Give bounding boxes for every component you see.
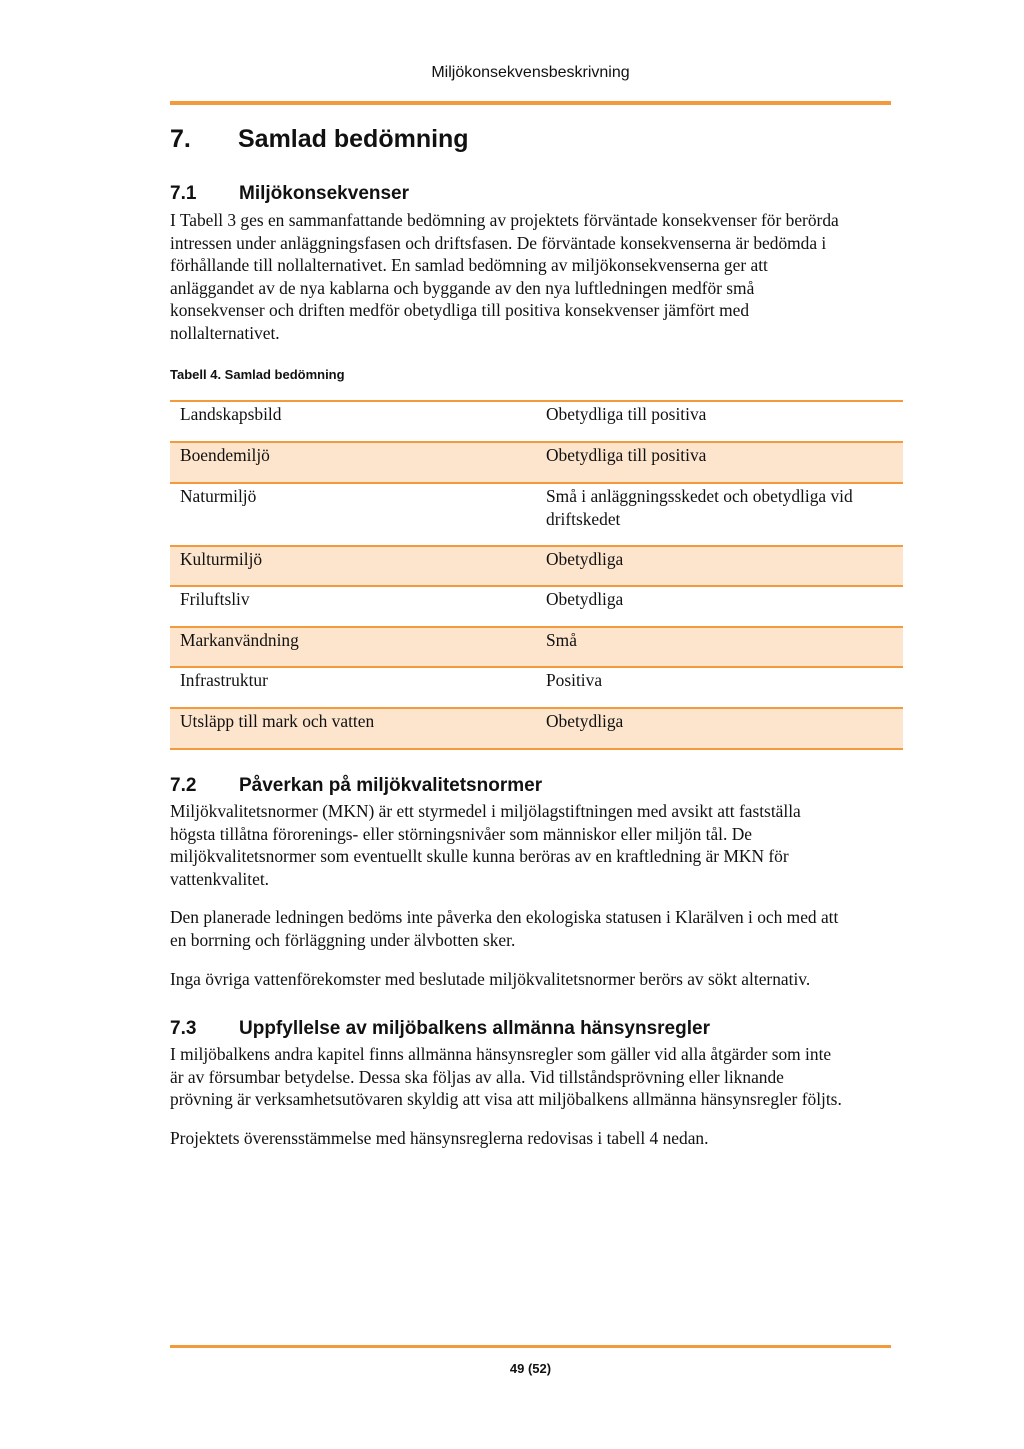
text-line: nollalternativet. [170, 322, 280, 343]
aspect-cell: Friluftsliv [180, 589, 250, 609]
section-heading-7-3 [170, 1018, 710, 1040]
text-line: högsta tillåtna förorenings- eller störningsnivåer som människor eller miljön tål. De [170, 823, 752, 844]
assessment-cell: Positiva [546, 670, 603, 690]
table-row [170, 484, 903, 547]
section-heading-7-1 [170, 183, 409, 205]
header-rule [170, 101, 891, 105]
table-caption: Tabell 4. Samlad bedömning [170, 367, 345, 382]
text-line: Inga övriga vattenförekomster med beslutade miljökvalitetsnormer berörs av sökt alternativ. [170, 969, 811, 989]
aspect-cell: Markanvändning [180, 630, 299, 650]
assessment-cell: Obetydliga [546, 711, 624, 731]
aspect-cell: Landskapsbild [180, 404, 282, 424]
table-row [170, 402, 903, 443]
section-title: Miljökonsekvenser [239, 183, 410, 204]
assessment-table [170, 400, 903, 750]
assessment-cell: Obetydliga till positiva [546, 404, 707, 424]
text-line: intressen under anläggningsfasen och driftsfasen. De förväntade konsekvenserna är bedömda i [170, 232, 827, 253]
page-number: 49 (52) [509, 1361, 552, 1376]
table-row [170, 668, 903, 709]
paragraph-7-2-c [170, 968, 905, 991]
text-line: Miljökvalitetsnormer (MKN) är ett styrmedel i miljölagstiftningen med avsikt att fastställa [170, 801, 801, 821]
text-line: vattenkvalitet. [170, 868, 269, 889]
text-line: I Tabell 3 ges en sammanfattande bedömning av projektets förväntade konsekvenser för berörda [170, 210, 839, 230]
assessment-cell: Obetydliga till positiva [546, 445, 707, 465]
assessment-cell: Obetydliga [546, 549, 624, 569]
table-row [170, 547, 903, 587]
assessment-cell: Obetydliga [546, 589, 624, 609]
footer-rule [170, 1345, 891, 1348]
text-line: är av försumbar betydelse. Dessa ska följas av alla. Vid tillståndsprövning eller liknande [170, 1066, 784, 1087]
text-line: förhållande till nollalternativet. En samlad bedömning av miljökonsekvenserna ger att [170, 255, 768, 275]
chapter-heading [170, 125, 469, 154]
aspect-cell: Infrastruktur [180, 670, 268, 690]
paragraph-7-2-b [170, 906, 905, 951]
running-header: Miljökonsekvensbeskrivning [431, 64, 630, 81]
assessment-cell [536, 484, 903, 545]
text-line: anläggandet av de nya kablarna och byggande av den nya luftledningen medför små [170, 277, 755, 298]
paragraph-7-3-b [170, 1127, 905, 1150]
text-line: I miljöbalkens andra kapitel finns allmänna hänsynsregler som gäller vid alla åtgärder som inte [170, 1044, 832, 1064]
assessment-line: Små i anläggningsskedet och obetydliga vid [546, 486, 853, 506]
table-row [170, 709, 903, 750]
section-number: 7.3 [170, 1018, 197, 1039]
text-line: en borrning och förläggning under älvbotten sker. [170, 929, 516, 950]
section-number: 7.2 [170, 775, 197, 796]
assessment-line: driftskedet [546, 508, 621, 529]
paragraph-7-3-a [170, 1043, 905, 1111]
aspect-cell: Utsläpp till mark och vatten [180, 711, 375, 731]
aspect-cell: Boendemiljö [180, 445, 270, 465]
table-row [170, 443, 903, 484]
chapter-title: Samlad bedömning [238, 125, 469, 153]
assessment-cell: Små [546, 630, 577, 650]
section-heading-7-2 [170, 775, 542, 797]
paragraph-7-1 [170, 209, 905, 344]
section-title: Uppfyllelse av miljöbalkens allmänna hänsynsregler [239, 1018, 710, 1039]
table-row [170, 628, 903, 668]
aspect-cell: Naturmiljö [180, 486, 257, 506]
aspect-cell: Kulturmiljö [180, 549, 263, 569]
chapter-number: 7. [170, 125, 191, 153]
text-line: Den planerade ledningen bedöms inte påverka den ekologiska statusen i Klarälven i och med att [170, 907, 839, 927]
section-title: Påverkan på miljökvalitetsnormer [239, 775, 543, 796]
section-number: 7.1 [170, 183, 197, 204]
table-row [170, 587, 903, 628]
text-line: miljökvalitetsnormer som eventuellt skulle kunna beröras av en kraftledning är MKN för [170, 846, 789, 866]
text-line: konsekvenser och driften medför obetydliga till positiva konsekvenser jämfört med [170, 300, 750, 320]
text-line: prövning är verksamhetsutövaren skyldig att visa att miljöbalkens allmänna hänsynsregler följts. [170, 1089, 842, 1109]
text-line: Projektets överensstämmelse med hänsynsreglerna redovisas i tabell 4 nedan. [170, 1128, 709, 1148]
paragraph-7-2-a [170, 800, 905, 890]
